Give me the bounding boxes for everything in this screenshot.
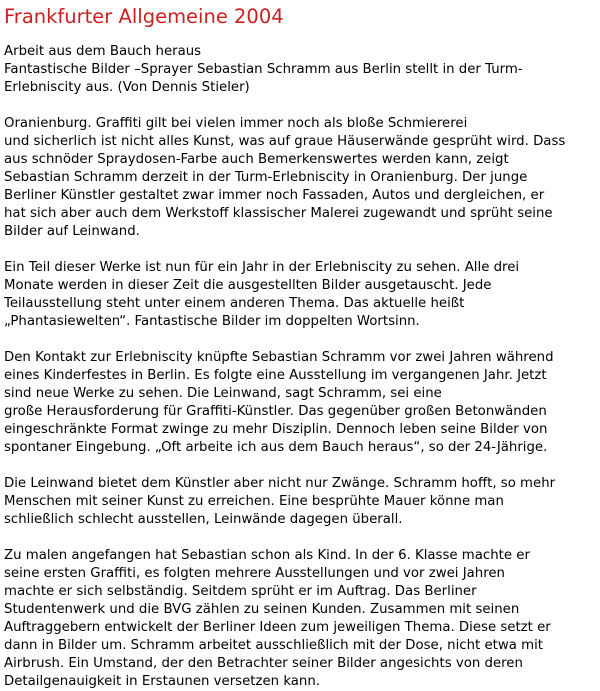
text-line: Oranienburg. Graffiti gilt bei vielen immer noch als bloße Schmiererei — [4, 116, 468, 131]
text-line: Berliner Künstler gestaltet zwar immer noch Fassaden, Autos und dergleichen, er — [4, 188, 545, 203]
article — [4, 0, 596, 691]
paragraph-2 — [4, 259, 596, 331]
text-line: dann in Bilder um. Schramm arbeitet ausschließlich mit der Dose, nicht etwa mit — [4, 638, 543, 653]
text-line: „Phantasiewelten“. Fantastische Bilder im doppelten Wortsinn. — [4, 314, 420, 329]
text-line: eines Kinderfestes in Berlin. Es folgte eine Ausstellung im vergangenen Jahr. Jetzt — [4, 368, 547, 383]
text-line: Auftraggebern entwickelt der Berliner Ideen zum jeweiligen Thema. Diese setzt er — [4, 620, 551, 635]
page-title: Frankfurter Allgemeine 2004 — [4, 5, 284, 28]
text-line: Ein Teil dieser Werke ist nun für ein Jahr in der Erlebniscity zu sehen. Alle drei — [4, 260, 520, 275]
text-line: Bilder auf Leinwand. — [4, 224, 140, 239]
text-line: aus schnöder Spraydosen-Farbe auch Bemerkenswertes werden kann, zeigt — [4, 152, 509, 167]
text-line: seine ersten Graffiti, es folgten mehrere Ausstellungen und vor zwei Jahren — [4, 566, 505, 581]
text-line: machte er sich selbständig. Seitdem sprüht er im Auftrag. Das Berliner — [4, 584, 477, 599]
text-line: Sebastian Schramm derzeit in der Turm-Erlebniscity in Oranienburg. Der junge — [4, 170, 528, 185]
paragraph-1 — [4, 115, 596, 241]
subheadline-line: Erlebniscity aus. (Von Dennis Stieler) — [4, 80, 250, 95]
text-line: große Herausforderung für Graffiti-Künstler. Das gegenüber großen Betonwänden — [4, 404, 547, 419]
article-headline — [4, 43, 596, 97]
paragraph-3 — [4, 349, 596, 457]
text-line: Detailgenauigkeit in Erstaunen versetzen kann. — [4, 674, 321, 689]
paragraph-4 — [4, 475, 596, 529]
subheadline-line: Fantastische Bilder –Sprayer Sebastian Schramm aus Berlin stellt in der Turm- — [4, 62, 523, 77]
text-line: sind neue Werke zu sehen. Die Leinwand, sagt Schramm, sei eine — [4, 386, 442, 401]
text-line: Airbrush. Ein Umstand, der den Betrachter seiner Bilder angesichts von deren — [4, 656, 523, 671]
headline-line: Arbeit aus dem Bauch heraus — [4, 44, 202, 59]
text-line: Studentenwerk und die BVG zählen zu seinen Kunden. Zusammen mit seinen — [4, 602, 520, 617]
paragraph-5 — [4, 547, 596, 691]
text-line: Monate werden in dieser Zeit die ausgestellten Bilder ausgetauscht. Jede — [4, 278, 492, 293]
text-line: hat sich aber auch dem Werkstoff klassischer Malerei zugewandt und sprüht seine — [4, 206, 553, 221]
text-line: Den Kontakt zur Erlebniscity knüpfte Sebastian Schramm vor zwei Jahren während — [4, 350, 554, 365]
text-line: spontaner Eingebung. „Oft arbeite ich aus dem Bauch heraus“, so der 24-Jährige. — [4, 440, 548, 455]
text-line: eingeschränkte Format zwinge zu mehr Disziplin. Dennoch leben seine Bilder von — [4, 422, 548, 437]
text-line: Teilausstellung steht unter einem anderen Thema. Das aktuelle heißt — [4, 296, 465, 311]
text-line: schließlich schlecht ausstellen, Leinwände dagegen überall. — [4, 512, 403, 527]
text-line: und sicherlich ist nicht alles Kunst, was auf graue Häuserwände gesprüht wird. Dass — [4, 134, 566, 149]
text-line: Zu malen angefangen hat Sebastian schon als Kind. In der 6. Klasse machte er — [4, 548, 530, 563]
text-line: Menschen mit seiner Kunst zu erreichen. Eine besprühte Mauer könne man — [4, 494, 504, 509]
text-line: Die Leinwand bietet dem Künstler aber nicht nur Zwänge. Schramm hofft, so mehr — [4, 476, 556, 491]
